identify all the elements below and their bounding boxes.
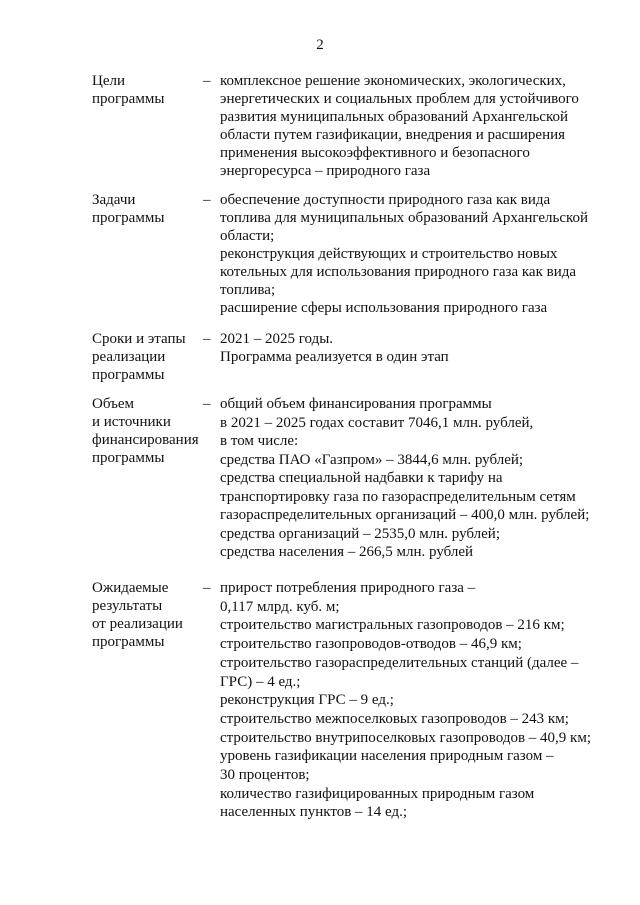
- text-line: строительство газопроводов-отводов – 46,9 км;: [220, 636, 522, 653]
- text-line: области путем газификации, внедрения и расширения: [220, 127, 566, 143]
- text-line: расширение сферы использования природного газа: [220, 300, 548, 316]
- text-line: энергетических и социальных проблем для устойчивого: [220, 91, 579, 107]
- section-dash: –: [203, 73, 211, 89]
- section-goals: [0, 72, 640, 179]
- text-line: котельных для использования природного газа как вида: [220, 264, 577, 280]
- section-label-line: и источники: [92, 414, 171, 430]
- section-label-line: результаты: [92, 598, 163, 614]
- section-label: [92, 579, 183, 651]
- text-line: топлива для муниципальных образований Архангельской: [220, 210, 589, 226]
- section-timeline: [0, 330, 640, 383]
- section-expected-results: [0, 579, 640, 821]
- text-line: строительство магистральных газопроводов – 216 км;: [220, 617, 565, 634]
- section-dash: –: [203, 580, 211, 596]
- section-label-line: финансирования: [92, 432, 199, 448]
- text-line: транспортировку газа по газораспределительным сетям: [220, 488, 576, 505]
- section-tasks: [0, 191, 640, 316]
- text-line: в том числе:: [220, 433, 299, 449]
- text-line: газораспределительных организаций – 400,0 млн. рублей;: [220, 507, 590, 523]
- text-line: общий объем финансирования программы: [220, 396, 492, 412]
- section-dash: –: [203, 331, 211, 347]
- text-line: 30 процентов;: [220, 767, 310, 784]
- text-line: области;: [220, 228, 275, 244]
- section-text: [220, 395, 589, 562]
- section-label-line: Объем: [92, 396, 134, 412]
- section-label-line: программы: [92, 634, 165, 650]
- section-dash: –: [203, 192, 211, 208]
- section-label-line: программы: [92, 91, 165, 107]
- text-line: средства ПАО «Газпром» – 3844,6 млн. рублей;: [220, 451, 524, 468]
- text-line: обеспечение доступности природного газа как вида: [220, 192, 551, 208]
- text-line: населенных пунктов – 14 ед.;: [220, 804, 408, 821]
- section-text: [220, 191, 588, 317]
- section-funding: [0, 395, 640, 560]
- section-label-line: реализации: [92, 349, 166, 365]
- section-text: [220, 579, 591, 822]
- section-label: [92, 72, 164, 108]
- text-line: реконструкция действующих и строительство новых: [220, 246, 558, 262]
- section-label: [92, 395, 199, 467]
- text-line: топлива;: [220, 282, 276, 298]
- section-label-line: программы: [92, 210, 165, 226]
- text-line: развития муниципальных образований Архангельской: [220, 109, 568, 125]
- text-line: Программа реализуется в один этап: [220, 349, 449, 365]
- page-number: 2: [316, 37, 324, 53]
- text-line: 2021 – 2025 годы.: [220, 331, 334, 347]
- text-line: прирост потребления природного газа –: [220, 580, 476, 596]
- section-text: [220, 72, 579, 180]
- text-line: строительство газораспределительных станций (далее –: [220, 654, 579, 671]
- section-label-line: Ожидаемые: [92, 580, 169, 596]
- text-line: средства населения – 266,5 млн. рублей: [220, 544, 474, 560]
- section-text: [220, 330, 449, 366]
- text-line: строительство межпоселковых газопроводов – 243 км;: [220, 710, 569, 727]
- section-label-line: Цели: [92, 73, 126, 89]
- text-line: комплексное решение экономических, экологических,: [220, 73, 566, 89]
- section-label: [92, 191, 164, 227]
- section-label: [92, 330, 186, 384]
- text-line: уровень газификации населения природным газом –: [220, 748, 554, 765]
- text-line: 0,117 млрд. куб. м;: [220, 598, 340, 615]
- text-line: количество газифицированных природным газом: [220, 785, 535, 802]
- text-line: строительство внутрипоселковых газопроводов – 40,9 км;: [220, 729, 591, 746]
- text-line: энергоресурса – природного газа: [220, 163, 431, 179]
- text-line: применения высокоэффективного и безопасного: [220, 145, 530, 161]
- section-dash: –: [203, 396, 211, 412]
- section-label-line: программы: [92, 367, 165, 383]
- section-label-line: Задачи: [92, 192, 136, 208]
- text-line: средства специальной надбавки к тарифу на: [220, 470, 503, 486]
- text-line: реконструкция ГРС – 9 ед.;: [220, 692, 394, 709]
- text-line: средства организаций – 2535,0 млн. рублей;: [220, 525, 500, 542]
- section-label-line: программы: [92, 450, 165, 466]
- section-label-line: Сроки и этапы: [92, 331, 186, 347]
- section-label-line: от реализации: [92, 616, 183, 632]
- text-line: в 2021 – 2025 годах составит 7046,1 млн. рублей,: [220, 414, 534, 431]
- text-line: ГРС) – 4 ед.;: [220, 673, 301, 690]
